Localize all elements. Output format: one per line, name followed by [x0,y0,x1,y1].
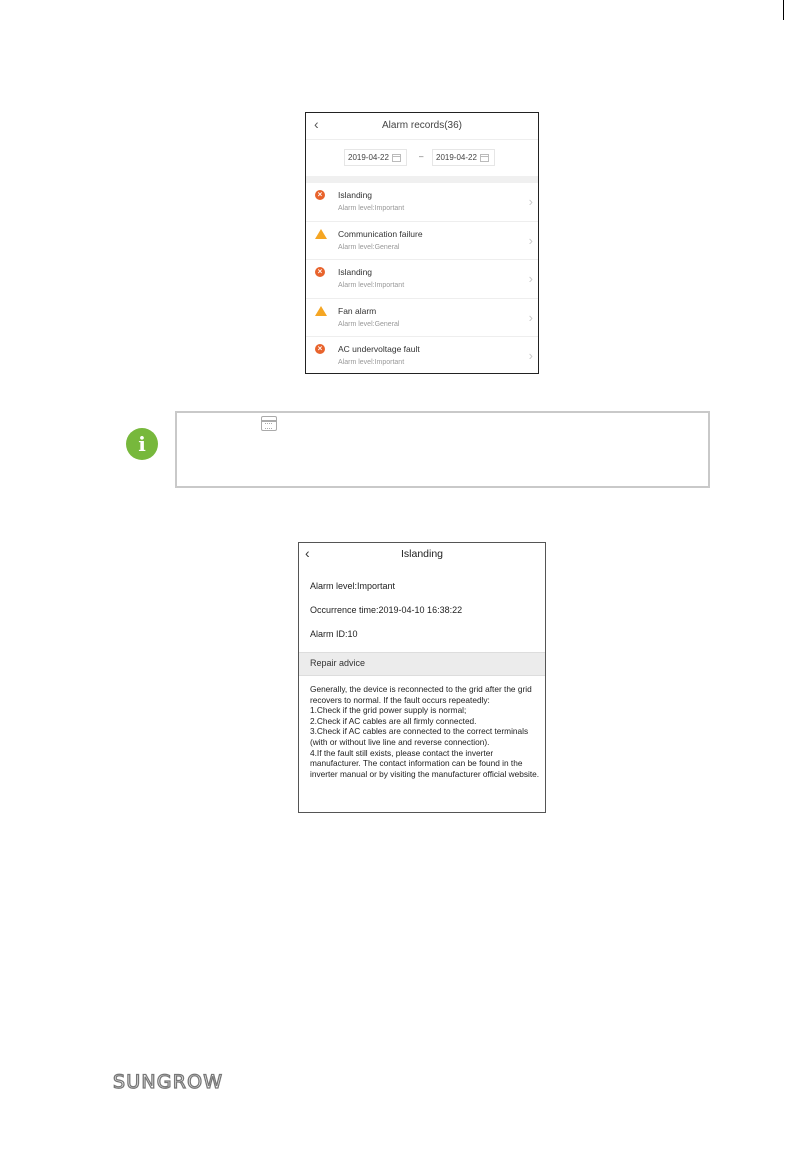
error-icon: × [315,190,325,200]
alarm-records-screenshot [305,112,539,374]
page-edge-line [783,0,784,20]
start-date-field[interactable] [344,149,407,166]
alarm-list-item[interactable] [306,183,538,222]
alarm-list-item[interactable] [306,260,538,299]
calendar-icon [261,416,277,431]
start-date-value: 2019-04-22 [348,153,389,162]
back-chevron-icon[interactable]: ‹ [314,116,319,132]
alarm-records-title: Alarm records(36) [381,120,463,131]
alarm-name: AC undervoltage fault [338,344,420,354]
alarm-detail-screenshot [298,542,546,813]
repair-advice-text: Generally, the device is reconnected to the grid after the grid recovers to normal. If the fault occurs repeatedly: 1.Check if the grid power supply is normal; 2.Check if AC cables are all firmly connected. 3.Check if AC cables are connected to the correct terminals (with or without live line and reverse connection). 4.If the fault still exists, please contact the inverter manufacturer. The contact information can be found in the inverter manual or by visiting the manufacturer official website. [310,684,540,779]
date-range-filter [306,140,538,176]
chevron-right-icon: › [528,309,533,325]
end-date-value: 2019-04-22 [436,153,477,162]
end-date-field[interactable] [432,149,495,166]
alarm-name: Communication failure [338,228,423,239]
alarm-level: Alarm level:Important [338,205,405,212]
info-icon: i [126,428,158,460]
section-divider [306,176,538,183]
alarm-name: Islanding [338,267,373,277]
warning-icon [315,229,327,239]
error-icon: × [315,267,325,277]
alarm-level: Alarm level:General [338,243,400,251]
alarm-level: Alarm level:General [338,320,400,328]
alarm-detail-title: Islanding [400,548,444,560]
alarm-list-item[interactable] [306,299,538,338]
alarm-list-item[interactable] [306,222,538,261]
occurrence-time-text: Occurrence time:2019-04-10 16:38:22 [310,605,463,615]
alarm-level-text: Alarm level:Important [310,581,396,591]
warning-icon [315,306,327,316]
alarm-records-header [306,113,538,140]
alarm-level: Alarm level:Important [338,282,405,289]
calendar-icon[interactable] [480,154,489,162]
alarm-list-item[interactable] [306,337,538,374]
repair-advice-label: Repair advice [310,658,366,668]
date-separator: – [419,152,424,161]
chevron-right-icon: › [528,271,533,286]
sungrow-logo: SUNGROW [113,1071,224,1093]
alarm-name: Islanding [338,190,373,200]
calendar-icon[interactable] [392,154,401,162]
error-icon: × [315,344,325,354]
note-box [175,411,710,488]
alarm-id-text: Alarm ID:10 [310,629,358,639]
repair-advice-header [299,652,545,676]
alarm-name: Fan alarm [338,305,377,316]
alarm-list [306,183,538,374]
chevron-right-icon: › [528,348,533,363]
chevron-right-icon: › [528,194,533,209]
back-chevron-icon[interactable]: ‹ [305,545,310,561]
chevron-right-icon: › [528,232,533,248]
alarm-level: Alarm level:Important [338,359,405,366]
